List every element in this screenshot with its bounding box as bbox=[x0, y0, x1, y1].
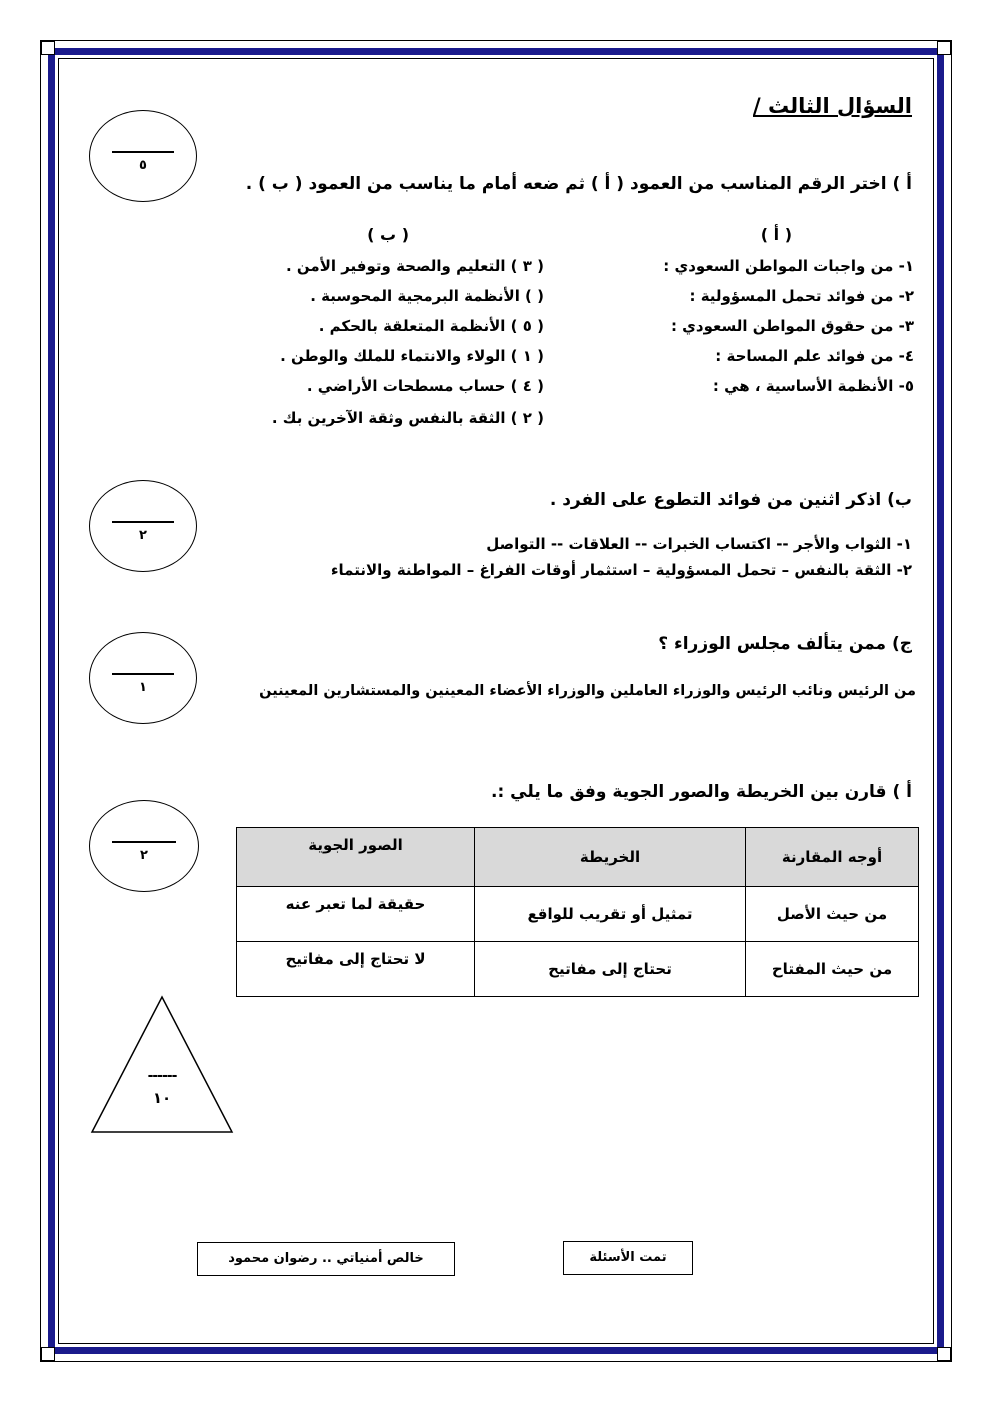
column-b-item: ( ٢ ) الثقة بالنفس وثقة الآخرين بك . bbox=[271, 409, 544, 427]
table-row bbox=[237, 887, 919, 942]
answer-line: ٢- الثقة بالنفس – تحمل المسؤولية – استثمار أوقات الفراغ – المواطنة والانتماء bbox=[330, 561, 912, 579]
column-a-item: ١- من واجبات المواطن السعودي : bbox=[663, 257, 914, 275]
table-cell: تمثيل أو تقريب للواقع bbox=[475, 887, 746, 942]
score-part-a: ٥ bbox=[139, 157, 147, 173]
column-b-item: ( ١ ) الولاء والانتماء للملك والوطن . bbox=[280, 347, 544, 365]
question-part-d: أ ) قارن بين الخريطة والصور الجوية وفق ما يلي :. bbox=[491, 782, 912, 802]
total-score-triangle bbox=[90, 995, 234, 1135]
score-oval-part-d bbox=[89, 800, 199, 892]
total-score: ١٠ bbox=[152, 1089, 172, 1107]
table-cell: من حيث الأصل bbox=[746, 887, 919, 942]
table-header-cell: أوجه المقارنة bbox=[746, 828, 919, 887]
question-part-c: ج) ممن يتألف مجلس الوزراء ؟ bbox=[658, 634, 912, 654]
table-cell: حقيقة لما تعبر عنه bbox=[237, 887, 475, 942]
border-corner bbox=[937, 1347, 951, 1361]
table-cell: لا تحتاج إلى مفاتيح bbox=[237, 942, 475, 997]
end-note-text: تمت الأسئلة bbox=[589, 1250, 667, 1265]
wishes-note-text: خالص أمنياتي .. رضوان محمود bbox=[228, 1251, 424, 1266]
column-a-item: ٥- الأنظمة الأساسية ، هي : bbox=[712, 377, 914, 395]
question-part-b: ب) اذكر اثنين من فوائد التطوع على الفرد . bbox=[549, 490, 912, 510]
score-oval-part-c bbox=[89, 632, 197, 724]
score-part-b: ٢ bbox=[139, 527, 147, 543]
answer-line: ١- الثواب والأجر -- اكتساب الخبرات -- العلاقات -- التواصل bbox=[486, 535, 912, 553]
score-part-d: ٢ bbox=[140, 847, 148, 863]
border-corner bbox=[41, 1347, 55, 1361]
comparison-table bbox=[236, 827, 919, 997]
border-corner bbox=[41, 41, 55, 55]
table-cell: تحتاج إلى مفاتيح bbox=[475, 942, 746, 997]
total-score-dashes: ------ bbox=[147, 1068, 177, 1084]
border-corner bbox=[937, 41, 951, 55]
score-part-c: ١ bbox=[139, 679, 147, 695]
page-title: السؤال الثالث / bbox=[753, 94, 912, 118]
column-a-item: ٢- من فوائد تحمل المسؤولية : bbox=[689, 287, 914, 305]
column-b-header: ( ب ) bbox=[367, 225, 409, 244]
table-cell: من حيث المفتاح bbox=[746, 942, 919, 997]
column-b-item: ( ٣ ) التعليم والصحة وتوفير الأمن . bbox=[285, 257, 544, 275]
table-row bbox=[237, 942, 919, 997]
column-a-item: ٤- من فوائد علم المساحة : bbox=[715, 347, 914, 365]
column-b-item: ( ) الأنظمة البرمجية المحوسبة . bbox=[310, 287, 544, 305]
wishes-note bbox=[197, 1242, 455, 1276]
column-a-header: ( أ ) bbox=[760, 225, 792, 244]
end-note bbox=[563, 1241, 693, 1275]
question-part-a: أ ) اختر الرقم المناسب من العمود ( أ ) ثم ضعه أمام ما يناسب من العمود ( ب ) . bbox=[245, 174, 912, 194]
answer-part-c: من الرئيس ونائب الرئيس والوزراء العاملين والوزراء الأعضاء المعينين والمستشارين المعينين bbox=[259, 683, 916, 699]
table-header-cell: الخريطة bbox=[475, 828, 746, 887]
score-oval-part-a bbox=[89, 110, 197, 202]
column-a-item: ٣- من حقوق المواطن السعودي : bbox=[670, 317, 914, 335]
table-header-cell: الصور الجوية bbox=[237, 828, 475, 887]
column-b-item: ( ٥ ) الأنظمة المتعلقة بالحكم . bbox=[318, 317, 544, 335]
score-oval-part-b bbox=[89, 480, 197, 572]
table-header-row bbox=[237, 828, 919, 887]
column-b-item: ( ٤ ) حساب مسطحات الأراضي . bbox=[306, 377, 544, 395]
